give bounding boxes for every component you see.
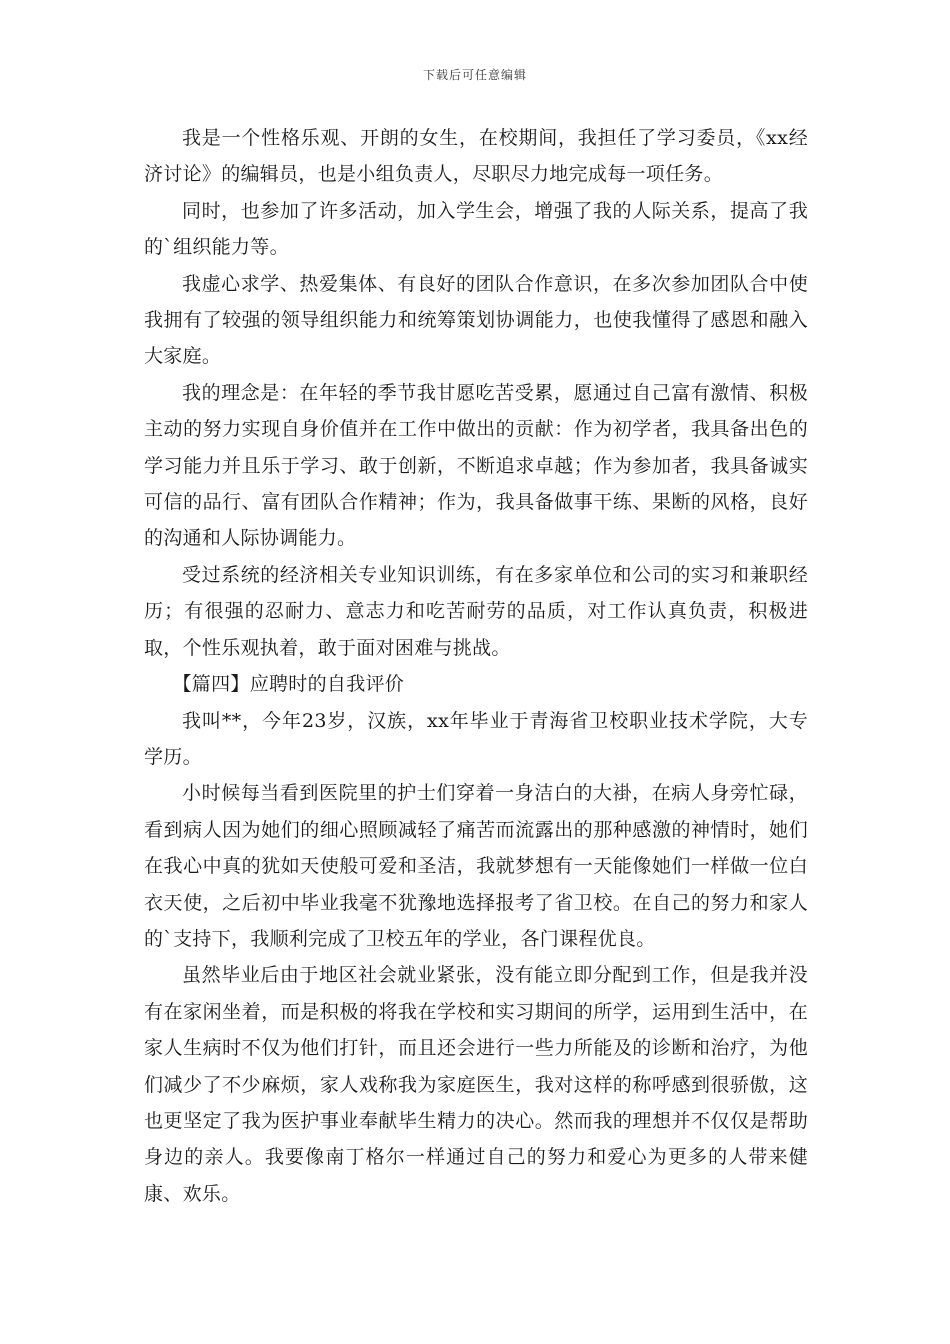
paragraph: 虽然毕业后由于地区社会就业紧张，没有能立即分配到工作，但是我并没有在家闲坐着，而是积极的将我在学校和实习期间的所学，运用到生活中，在家人生病时不仅为他们打针，而且还会进行一些力所能及的诊断和治疗，为他们减少了不少麻烦，家人戏称我为家庭医生，我对这样的称呼感到很骄傲，这也更坚定了我为医护事业奉献毕生精力的决心。然而我的理想并不仅仅是帮助身边的亲人。我要像南丁格尔一样通过自己的努力和爱心为更多的人带来健康、欢乐。 bbox=[144, 964, 808, 1205]
paragraph: 我虚心求学、热爱集体、有良好的团队合作意识，在多次参加团队合中使我拥有了较强的领导组织能力和统筹策划协调能力，也使我懂得了感恩和融入大家庭。 bbox=[144, 272, 808, 368]
paragraph: 我是一个性格乐观、开朗的女生，在校期间，我担任了学习委员，《xx经济讨论》的编辑员，也是小组负责人，尽职尽力地完成每一项任务。 bbox=[144, 127, 808, 186]
paragraph: 小时候每当看到医院里的护士们穿着一身洁白的大褂，在病人身旁忙碌，看到病人因为她们的细心照顾减轻了痛苦而流露出的那种感激的神情时，她们在我心中真的犹如天使般可爱和圣洁，我就梦想有一天能像她们一样做一位白衣天使，之后初中毕业我毫不犹豫地选择报考了省卫校。在自己的努力和家人的`支持下，我顺利完成了卫校五年的学业，各门课程优良。 bbox=[144, 782, 808, 950]
paragraph: 我的理念是：在年轻的季节我甘愿吃苦受累，愿通过自己富有激情、积极主动的努力实现自身价值并在工作中做出的贡献：作为初学者，我具备出色的学习能力并且乐于学习、敢于创新，不断追求卓越；作为参加者，我具备诚实可信的品行、富有团队合作精神；作为，我具备做事干练、果断的风格，良好的沟通和人际协调能力。 bbox=[144, 381, 808, 550]
document-body bbox=[144, 120, 808, 1212]
paragraph: 受过系统的经济相关专业知识训练，有在多家单位和公司的实习和兼职经历；有很强的忍耐力、意志力和吃苦耐劳的品质，对工作认真负责，积极进取，个性乐观执着，敢于面对困难与挑战。 bbox=[144, 563, 808, 659]
paragraph: 我叫**，今年23岁，汉族，xx年毕业于青海省卫校职业技术学院，大专学历。 bbox=[144, 709, 808, 768]
page-header: 下载后可任意编辑 bbox=[422, 68, 527, 82]
paragraph: 同时，也参加了许多活动，加入学生会，增强了我的人际关系，提高了我的`组织能力等。 bbox=[144, 199, 808, 259]
section-heading: 【篇四】应聘时的自我评价 bbox=[172, 673, 405, 696]
